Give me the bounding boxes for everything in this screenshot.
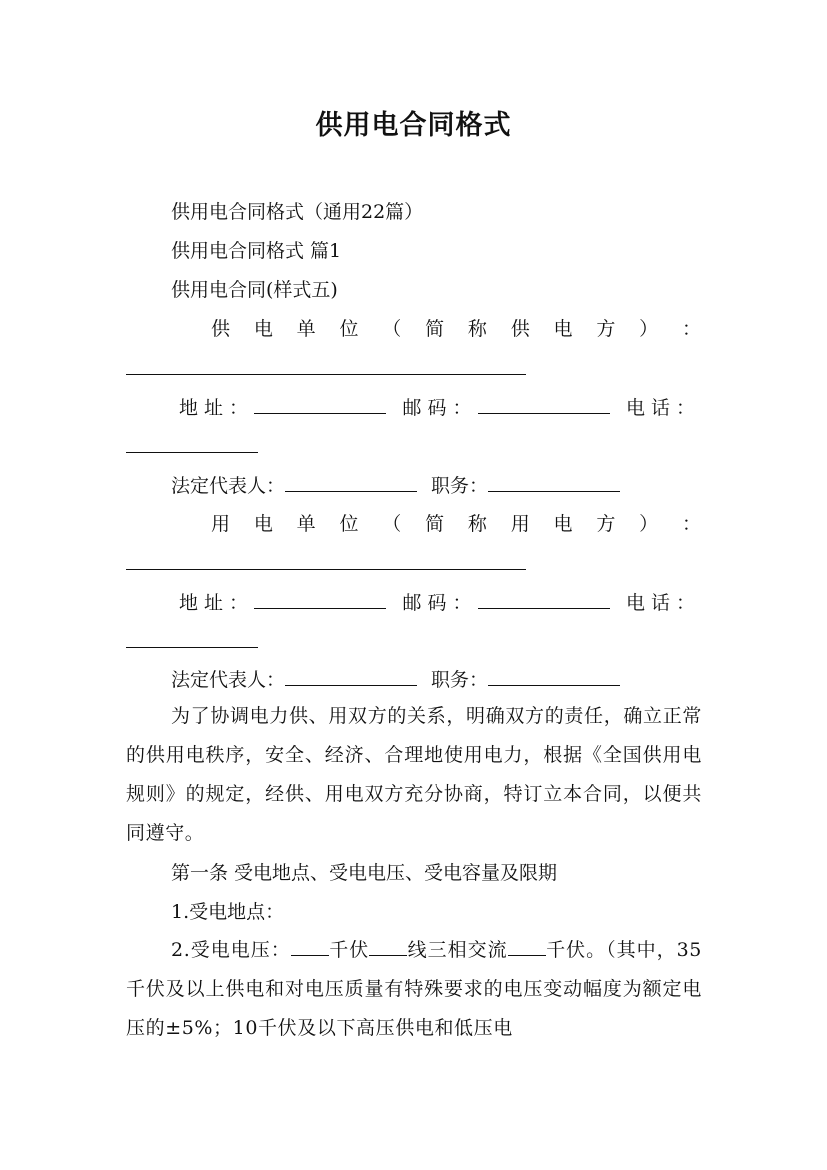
item1-receiving-location: 1.受电地点： xyxy=(171,901,285,923)
consumer-unit-label: 用 电 单 位 （ 简 称 用 电 方 ） ： xyxy=(211,513,701,535)
consumer-phone-blank xyxy=(126,647,258,648)
consumer-address-blank xyxy=(254,589,386,609)
supplier-address-label: 地址： xyxy=(179,397,255,419)
consumer-duty-label: 职务： xyxy=(431,669,489,691)
consumer-duty-blank xyxy=(488,666,620,686)
supplier-rep-row xyxy=(171,472,620,499)
consumer-rep-row xyxy=(171,666,620,693)
consumer-address-label: 地址： xyxy=(179,592,255,614)
item2-receiving-voltage: 2.受电电压： 千伏 线三相交流 千伏。（其中，35千伏及以上供电和对电压质量有特殊要求的电压变动幅度为额定电压的±5%；10千伏及以下高压供电和低压电 xyxy=(126,931,702,1048)
voltage-blank-1 xyxy=(291,936,329,956)
supplier-phone-label: 电话： xyxy=(626,397,702,419)
supplier-unit-blank xyxy=(126,374,526,375)
document-title: 供用电合同格式 xyxy=(315,110,512,141)
supplier-postcode-blank xyxy=(478,394,610,414)
consumer-postcode-label: 邮码： xyxy=(402,592,478,614)
consumer-postcode-blank xyxy=(478,589,610,609)
supplier-contact-row xyxy=(179,394,701,421)
document-subtitle: 供用电合同格式（通用22篇） xyxy=(171,201,424,223)
consumer-phone-label: 电话： xyxy=(626,592,702,614)
consumer-unit-blank xyxy=(126,569,526,570)
supplier-rep-label: 法定代表人： xyxy=(171,475,286,497)
part-heading: 供用电合同格式 篇1 xyxy=(171,240,342,262)
voltage-blank-3 xyxy=(508,936,546,956)
supplier-address-blank xyxy=(254,394,386,414)
supplier-duty-blank xyxy=(488,472,620,492)
consumer-rep-blank xyxy=(285,666,417,686)
supplier-phone-blank xyxy=(126,452,258,453)
consumer-contact-row xyxy=(179,589,701,616)
article1-heading: 第一条 受电地点、受电电压、受电容量及限期 xyxy=(171,862,558,884)
supplier-duty-label: 职务： xyxy=(431,475,489,497)
voltage-blank-2 xyxy=(369,936,407,956)
supplier-rep-blank xyxy=(285,472,417,492)
preamble-paragraph: 为了协调电力供、用双方的关系，明确双方的责任，确立正常的供用电秩序，安全、经济、合理地使用电力，根据《全国供用电规则》的规定，经供、用电双方充分协商，特订立本合同，以便共同遵守。 xyxy=(126,705,702,844)
supplier-unit-label: 供 电 单 位 （ 简 称 供 电 方 ） ： xyxy=(211,318,701,340)
consumer-rep-label: 法定代表人： xyxy=(171,669,286,691)
supplier-postcode-label: 邮码： xyxy=(402,397,478,419)
sample-heading: 供用电合同(样式五) xyxy=(171,279,338,301)
